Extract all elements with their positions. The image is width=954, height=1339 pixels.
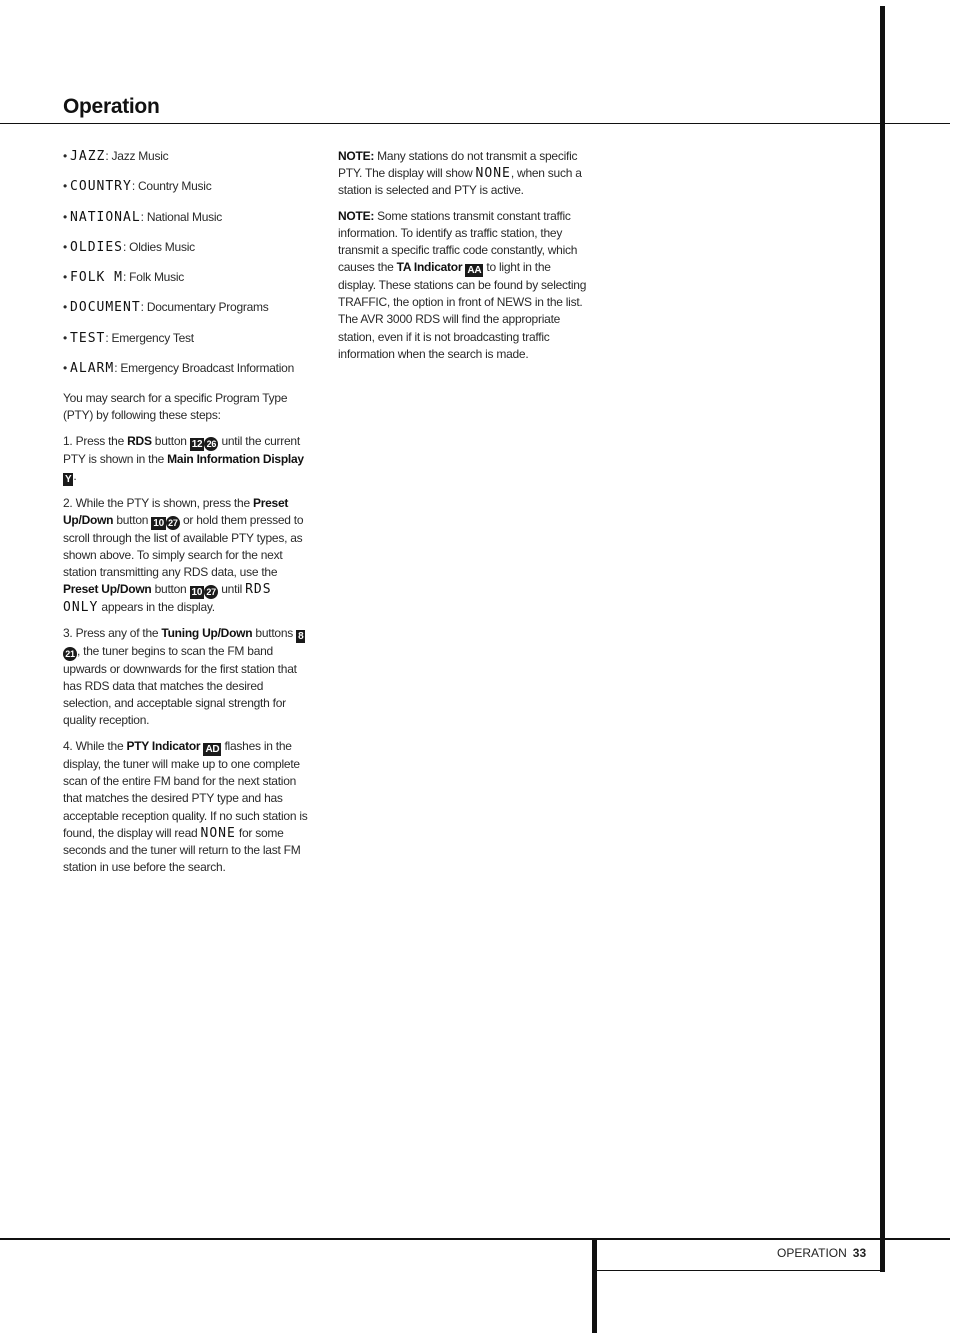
page-title: Operation (63, 95, 160, 118)
callout-badge: 21 (63, 647, 77, 661)
callout-badge: Y (65, 474, 72, 486)
step-1: 1. Press the RDS button 12 26 until the current PTY is shown in the Main Information Display Y . (63, 434, 304, 486)
step-2: 2. While the PTY is shown, press the Preset Up/Down button 10 27 or hold them pressed to scroll through the list of available PTY types, as shown above. To simply search for the next station transmitting any RDS data, use the Preset Up/Down button 10 27 until RDS ONLY appears in the display. (63, 496, 304, 616)
ta-indicator-label: TA Indicator (396, 260, 463, 275)
pty-desc: : Folk Music (123, 270, 185, 285)
lcd-code: OLDIES (70, 239, 124, 255)
pty-item-national: • NATIONAL: National Music (63, 209, 223, 225)
note-label: NOTE: (338, 149, 375, 163)
lcd-code: RDS ONLY (63, 582, 272, 616)
callout-badge: AA (467, 265, 482, 277)
lcd-code: NONE (200, 825, 236, 841)
callout-badge: 8 (298, 631, 304, 643)
note-label: NOTE: (338, 208, 375, 223)
lcd-code: ALARM (70, 361, 115, 377)
preset-button-label: Preset Up/Down (63, 582, 152, 597)
left-column (63, 148, 313, 885)
step-3: 3. Press any of the Tuning Up/Down buttons 821 , the tuner begins to scan the FM band upwards or downwards for the first station that has RDS data that matches the desired selection, and acceptable signal strength for quality reception. (63, 626, 304, 728)
callout-badge: 12 (191, 439, 203, 451)
callout-badge: 27 (204, 585, 218, 599)
page-footer (777, 1246, 866, 1260)
tuning-button-label: Tuning Up/Down (161, 626, 253, 641)
lcd-code: FOLK M (70, 270, 124, 286)
preset-button-label: Preset Up/Down (63, 496, 289, 528)
callout-badge: AD (205, 744, 220, 756)
pty-indicator-label: PTY Indicator (126, 739, 201, 754)
pty-desc: : Emergency Test (105, 330, 194, 345)
pty-item-jazz: • JAZZ: Jazz Music (63, 149, 169, 164)
pty-desc: : Documentary Programs (140, 300, 269, 315)
rds-button-label: RDS (127, 434, 152, 449)
pty-desc: : Emergency Broadcast Information (114, 361, 295, 376)
lcd-code: COUNTRY (70, 179, 132, 195)
right-edge-bar (880, 6, 885, 1272)
right-column (338, 148, 590, 371)
lcd-code: JAZZ (70, 149, 106, 164)
note-1: NOTE: Many stations do not transmit a specific PTY. The display will show NONE, when such a station is selected and PTY is active. (338, 149, 582, 198)
pty-item-document: • DOCUMENT: Documentary Programs (63, 300, 269, 316)
step-4: 4. While the PTY Indicator AD flashes in the display, the tuner will make up to one complete scan of the entire FM band for the next station that matches the desired PTY type and has acceptable reception quality. If no such station is found, the display will read NONE for some seconds and the tuner will return to the last FM station in use before the search. (63, 739, 308, 874)
pty-desc: : National Music (140, 209, 223, 224)
pty-item-alarm: • ALARM: Emergency Broadcast Information (63, 361, 295, 377)
lcd-code: DOCUMENT (70, 300, 141, 316)
main-display-label: Main Information Display (167, 452, 304, 467)
footer-divider-bar (592, 1240, 597, 1333)
header-rule (0, 123, 950, 124)
pty-desc: : Jazz Music (105, 149, 169, 163)
note-2: NOTE: Some stations transmit constant traffic information. To identify as traffic station, they transmit a specific traffic code constantly, which causes the TA Indicator AA to light in the display. These stations can be found by selecting TRAFFIC, the option in front of NEWS in the list. The AVR 3000 RDS will find the appropriate station, even if it is not broadcasting traffic information when the search is made. (338, 208, 587, 361)
pty-item-country: • COUNTRY: Country Music (63, 179, 212, 195)
footer-underline (597, 1270, 885, 1271)
intro-paragraph: You may search for a specific Program Type (PTY) by following these steps: (63, 391, 288, 423)
lcd-code: NATIONAL (70, 209, 141, 225)
pty-item-folk: • FOLK M: Folk Music (63, 270, 185, 286)
pty-desc: : Country Music (131, 179, 212, 194)
page-number: 33 (852, 1246, 867, 1260)
callout-badge: 27 (166, 516, 180, 530)
lcd-code: TEST (70, 330, 106, 346)
pty-item-test: • TEST: Emergency Test (63, 330, 194, 346)
callout-badge: 10 (153, 518, 164, 530)
pty-item-oldies: • OLDIES: Oldies Music (63, 239, 195, 255)
callout-badge: 10 (191, 587, 203, 599)
lcd-code: NONE (475, 166, 511, 182)
footer-rule (0, 1238, 950, 1240)
footer-section: OPERATION (777, 1246, 847, 1260)
callout-badge: 26 (204, 437, 218, 451)
pty-desc: : Oldies Music (123, 239, 195, 254)
